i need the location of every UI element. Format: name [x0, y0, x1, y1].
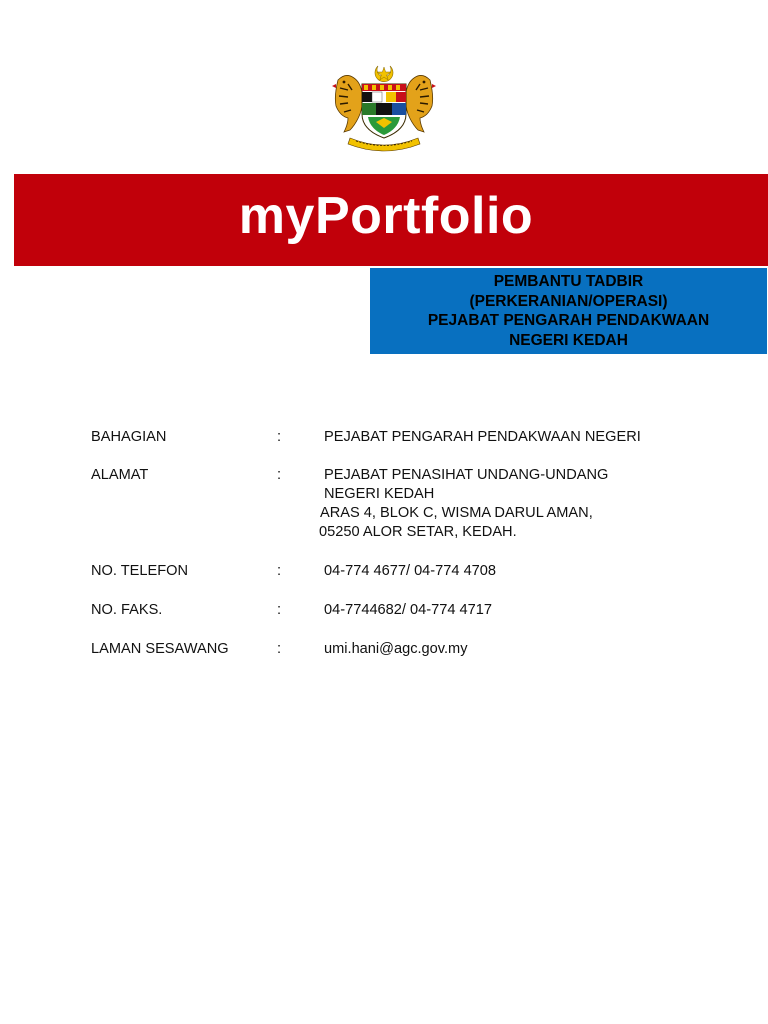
alamat-line-1: PEJABAT PENASIHAT UNDANG-UNDANG [324, 467, 609, 483]
separator: : [277, 467, 282, 483]
right-tiger-icon [405, 75, 436, 132]
faks-value: 04-7744682/ 04-774 4717 [324, 602, 492, 618]
page-title: myPortfolio [238, 187, 534, 245]
shield-icon [362, 84, 406, 138]
malaysia-coat-of-arms-icon [328, 62, 440, 154]
motto-scroll-icon [348, 138, 420, 151]
separator: : [277, 641, 282, 657]
bahagian-label: BAHAGIAN [91, 429, 167, 445]
post-line-3: PEJABAT PENGARAH PENDAKWAAN [427, 312, 710, 329]
crescent-star-icon [375, 66, 393, 82]
post-line-1: PEMBANTU TADBIR [493, 273, 644, 290]
alamat-line-3: ARAS 4, BLOK C, WISMA DARUL AMAN, [320, 505, 593, 521]
separator: : [277, 563, 282, 579]
telefon-value: 04-774 4677/ 04-774 4708 [324, 563, 497, 579]
bahagian-value: PEJABAT PENGARAH PENDAKWAAN NEGERI [324, 429, 641, 445]
separator: : [277, 602, 282, 618]
separator: : [277, 429, 282, 445]
laman-value: umi.hani@agc.gov.my [324, 641, 468, 657]
telefon-label: NO. TELEFON [91, 563, 189, 579]
post-line-4: NEGERI KEDAH [509, 331, 628, 349]
laman-label: LAMAN SESAWANG [91, 641, 229, 657]
alamat-line-2: NEGERI KEDAH [324, 486, 435, 502]
alamat-line-4: 05250 ALOR SETAR, KEDAH. [319, 524, 517, 540]
alamat-label: ALAMAT [91, 467, 149, 483]
faks-label: NO. FAKS. [91, 602, 163, 618]
title-banner [14, 174, 768, 266]
post-line-2: (PERKERANIAN/OPERASI) [469, 292, 668, 310]
left-tiger-icon [332, 75, 363, 132]
post-title-box [370, 268, 767, 354]
